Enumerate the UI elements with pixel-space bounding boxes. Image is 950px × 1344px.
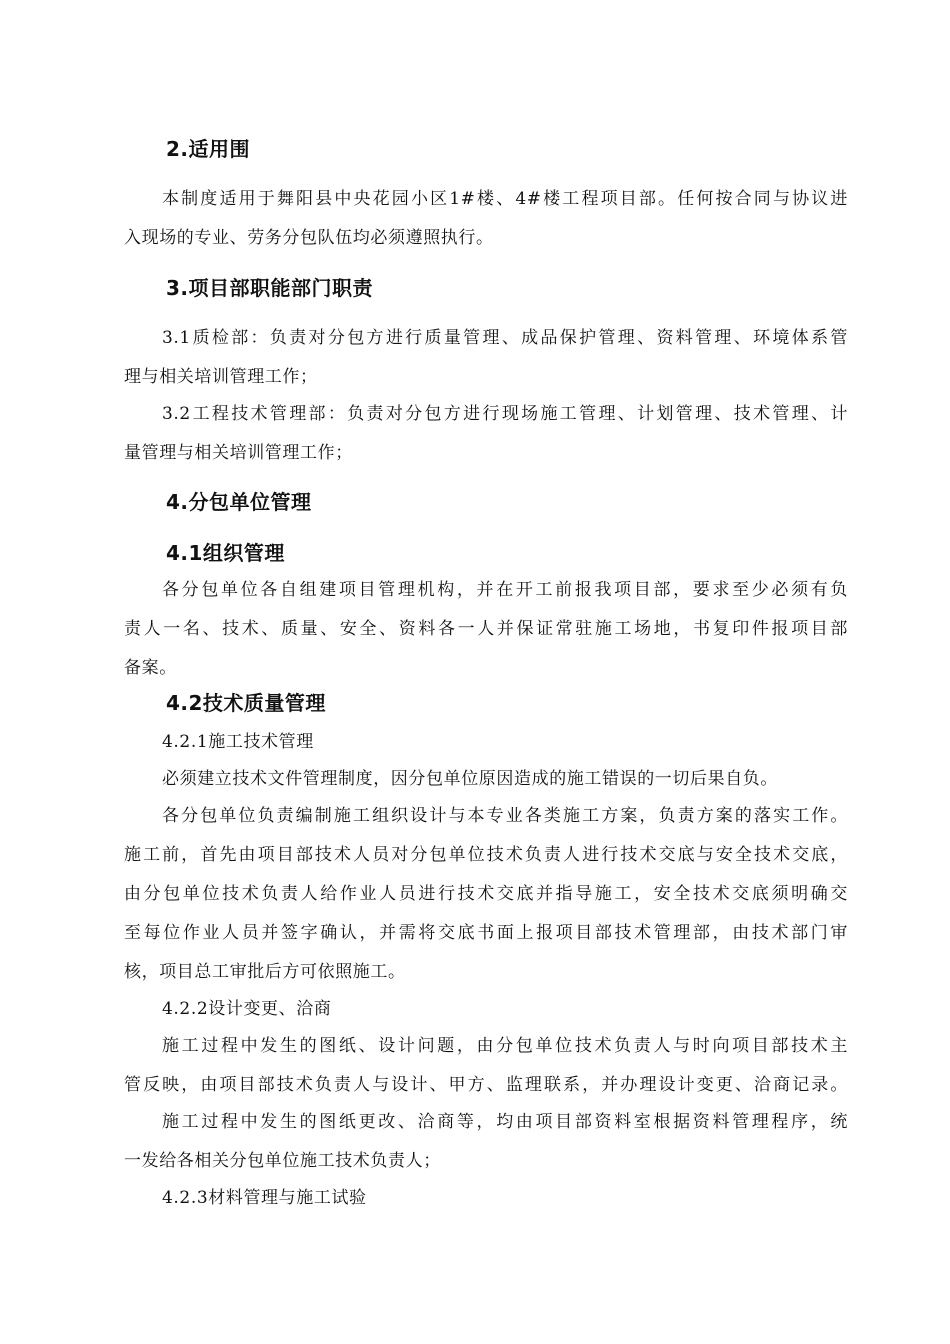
item-4-2-2-title: 4.2.2设计变更、洽商 [162, 999, 332, 1019]
section-3-2-line-2: 量管理与相关培训管理工作； [124, 443, 353, 463]
item-4-2-2-paragraph-2-line-1: 施工过程中发生的图纸更改、洽商等，均由项目部资料室根据资料管理程序，统 [162, 1112, 848, 1132]
item-4-2-1-paragraph-1: 必须建立技术文件管理制度，因分包单位原因造成的施工错误的一切后果自负。 [162, 769, 778, 789]
section-2-paragraph-line-2: 入现场的专业、劳务分包队伍均必须遵照执行。 [124, 228, 494, 248]
item-4-2-1-paragraph-2-line-2: 施工前，首先由项目部技术人员对分包单位技术负责人进行技术交底与安全技术交底， [124, 845, 848, 865]
item-4-2-2-paragraph-2-line-2: 一发给各相关分包单位施工技术负责人； [124, 1151, 441, 1171]
item-4-2-2-paragraph-1-line-1: 施工过程中发生的图纸、设计问题，由分包单位技术负责人与时向项目部技术主 [162, 1036, 848, 1056]
item-4-2-3-title: 4.2.3材料管理与施工试验 [162, 1188, 367, 1208]
item-4-2-1-paragraph-2-line-4: 至每位作业人员并签字确认，并需将交底书面上报项目部技术管理部，由技术部门审 [124, 923, 848, 943]
item-4-2-1-title: 4.2.1施工技术管理 [162, 732, 314, 752]
section-4-1-line-2: 责人一名、技术、质量、安全、资料各一人并保证常驻施工场地，书复印件报项目部 [124, 619, 848, 639]
section-4-1-line-1: 各分包单位各自组建项目管理机构，并在开工前报我项目部，要求至少必须有负 [162, 580, 848, 600]
item-4-2-1-paragraph-2-line-1: 各分包单位负责编制施工组织设计与本专业各类施工方案，负责方案的落实工作。 [162, 806, 848, 826]
section-4-1-line-3: 备案。 [124, 658, 177, 678]
item-4-2-2-paragraph-1-line-2: 管反映，由项目部技术负责人与设计、甲方、监理联系，并办理设计变更、洽商记录。 [124, 1075, 848, 1095]
item-4-2-1-paragraph-2-line-5: 核，项目总工审批后方可依照施工。 [124, 962, 406, 982]
section-3-heading: 3.项目部职能部门职责 [166, 276, 374, 300]
section-2-heading: 2.适用围 [166, 137, 251, 161]
section-3-1-line-1: 3.1质检部：负责对分包方进行质量管理、成品保护管理、资料管理、环境体系管 [162, 328, 848, 348]
section-2-paragraph-line-1: 本制度适用于舞阳县中央花园小区1#楼、4#楼工程项目部。任何按合同与协议进 [162, 189, 848, 209]
item-4-2-1-paragraph-2-line-3: 由分包单位技术负责人给作业人员进行技术交底并指导施工，安全技术交底须明确交 [124, 884, 848, 904]
section-4-2-heading: 4.2技术质量管理 [166, 691, 326, 715]
section-4-1-heading: 4.1组织管理 [166, 541, 285, 565]
section-4-heading: 4.分包单位管理 [166, 490, 312, 514]
section-3-2-line-1: 3.2工程技术管理部：负责对分包方进行现场施工管理、计划管理、技术管理、计 [162, 404, 848, 424]
section-3-1-line-2: 理与相关培训管理工作； [124, 367, 318, 387]
